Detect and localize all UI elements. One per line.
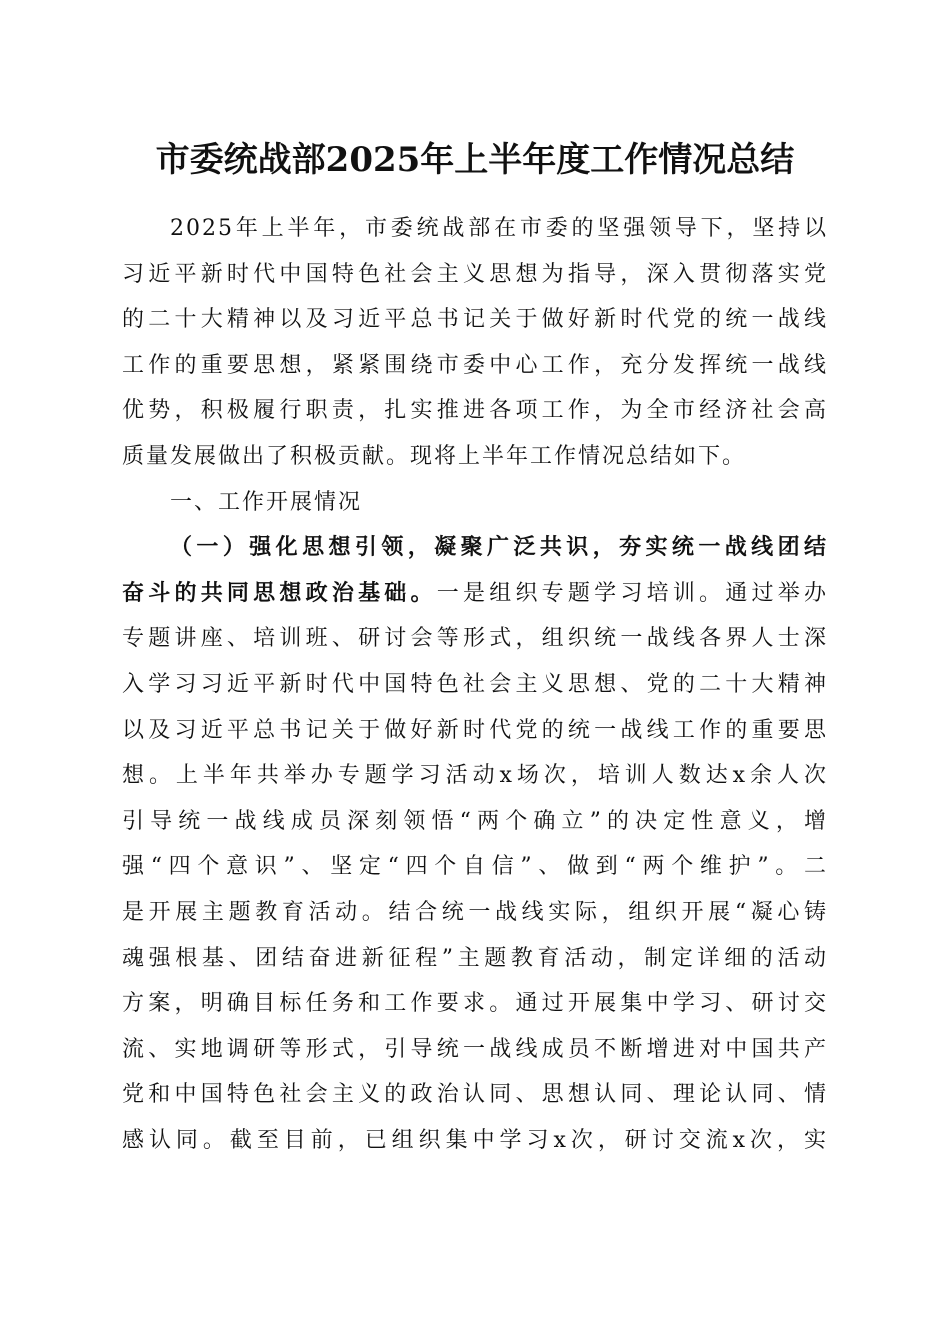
intro-line: 优势，积极履行职责，扎实推进各项工作，为全市经济社会高	[122, 398, 828, 424]
body-line: 是开展主题教育活动。结合统一战线实际，组织开展“凝心铸	[122, 899, 828, 925]
body-line: 想。上半年共举办专题学习活动x场次，培训人数达x余人次	[122, 763, 828, 789]
document-title: 市委统战部2025年上半年度工作情况总结	[155, 140, 795, 180]
body-line: 引导统一战线成员深刻领悟“两个确立”的决定性意义，增	[122, 808, 828, 834]
body-line: 专题讲座、培训班、研讨会等形式，组织统一战线各界人士深	[122, 626, 828, 652]
section-heading: 一、工作开展情况	[170, 489, 363, 515]
intro-line: 习近平新时代中国特色社会主义思想为指导，深入贯彻落实党	[122, 261, 828, 287]
subsection-heading: （一）强化思想引领，凝聚广泛共识，夯实统一战线团结	[170, 534, 828, 561]
document-body	[122, 206, 828, 1163]
intro-line: 的二十大精神以及习近平总书记关于做好新时代党的统一战线	[122, 307, 828, 333]
body-line: 方案，明确目标任务和工作要求。通过开展集中学习、研讨交	[122, 991, 828, 1017]
body-line: 强“四个意识”、坚定“四个自信”、做到“两个维护”。二	[122, 854, 828, 880]
body-line: 入学习习近平新时代中国特色社会主义思想、党的二十大精神	[122, 671, 828, 697]
subsection-heading-tail: 奋斗的共同思想政治基础。	[122, 579, 437, 606]
subsection-body-start: 一是组织专题学习培训。通过举办	[436, 580, 828, 606]
intro-line: 质量发展做出了积极贡献。现将上半年工作情况总结如下。	[122, 443, 747, 469]
body-line: 流、实地调研等形式，引导统一战线成员不断增进对中国共产	[122, 1036, 828, 1062]
body-line: 感认同。截至目前，已组织集中学习x次，研讨交流x次，实	[122, 1127, 828, 1153]
body-line: 魂强根基、团结奋进新征程”主题教育活动，制定详细的活动	[122, 945, 828, 971]
body-line: 党和中国特色社会主义的政治认同、思想认同、理论认同、情	[122, 1082, 828, 1108]
intro-line: 2025年上半年，市委统战部在市委的坚强领导下，坚持以	[170, 216, 828, 241]
intro-line: 工作的重要思想，紧紧围绕市委中心工作，充分发挥统一战线	[122, 352, 828, 378]
body-line: 以及习近平总书记关于做好新时代党的统一战线工作的重要思	[122, 717, 828, 743]
subsection-line	[122, 571, 828, 617]
